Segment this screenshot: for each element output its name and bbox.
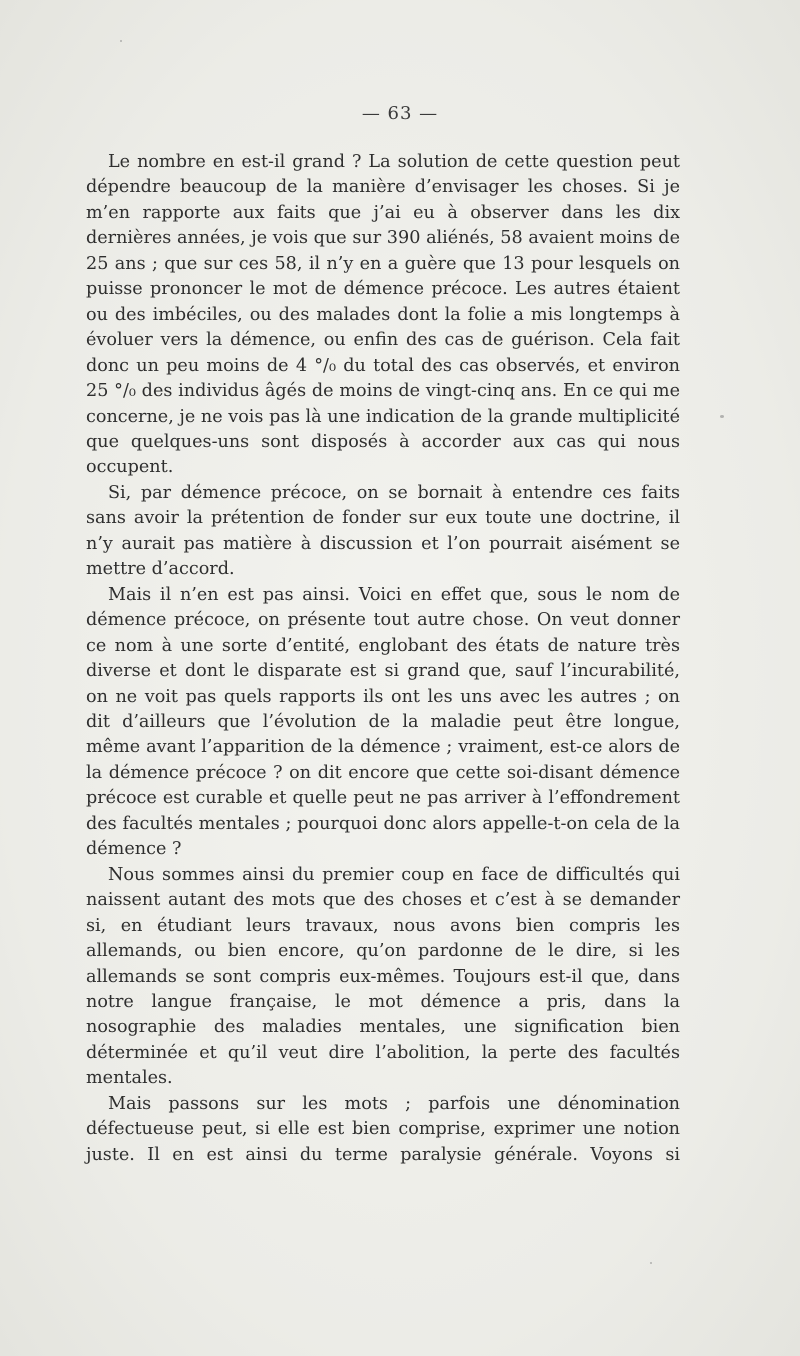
- page-number: — 63 —: [361, 103, 439, 124]
- paragraph-3: Mais il n’en est pas ainsi. Voici en effet que, sous le nom de démence précoce, on présente tout autre chose. On veut donner ce nom à une sorte d’entité, englobant des états de nature très diverse et dont le disparate est si grand que, sauf l’incurabilité, on ne voit pas quels rapports ils ont les uns avec les autres ; on dit d’ailleurs que l’évolution de la maladie peut être longue, même avant l’apparition de la démence ; vraiment, est-ce alors de la démence précoce ? on dit encore que cette soi-disant démence précoce est curable et quelle peut ne pas arriver à l’effondrement des facultés mentales ; pourquoi donc alors appelle-t-on cela de la démence ?: [86, 584, 680, 860]
- paragraph-1: Le nombre en est-il grand ? La solution de cette question peut dépendre beaucoup de la manière d’envisager les choses. Si je m’en rapporte aux faits que j’ai eu à observer dans les dix dernières années, je vois que sur 390 aliénés, 58 avaient moins de 25 ans ; que sur ces 58, il n’y en a guère que 13 pour lesquels on puisse prononcer le mot de démence précoce. Les autres étaient ou des imbéciles, ou des malades dont la folie a mis longtemps à évoluer vers la démence, ou enfin des cas de guérison. Cela fait donc un peu moins de 4 °/₀ du total des cas observés, et environ 25 °/₀ des individus âgés de moins de vingt-cinq ans. En ce qui me concerne, je ne vois pas là une indication de la grande multiplicité que quelques-uns sont disposés à accorder aux cas qui nous occupent.: [86, 152, 680, 478]
- body-text: [86, 150, 680, 1168]
- paragraph-2: Si, par démence précoce, on se bornait à entendre ces faits sans avoir la prétention de fonder sur eux toute une doctrine, il n’y aurait pas matière à discussion et l’on pourrait aisément se mettre d’accord.: [86, 482, 680, 580]
- paper-speck: [650, 1262, 652, 1264]
- paper-speck: [120, 40, 122, 42]
- paper-speck: [720, 415, 724, 418]
- paragraph-4: Nous sommes ainsi du premier coup en face de difficultés qui naissent autant des mots que des choses et c’est à se demander si, en étudiant leurs travaux, nous avons bien compris les allemands, ou bien encore, qu’on pardonne de le dire, si les allemands se sont compris eux-mêmes. Toujours est-il que, dans notre langue française, le mot démence a pris, dans la nosographie des maladies mentales, une signification bien déterminée et qu’il veut dire l’abolition, la perte des facultés mentales.: [86, 864, 680, 1089]
- paragraph-5: Mais passons sur les mots ; parfois une dénomination défectueuse peut, si elle est bien comprise, exprimer une notion juste. Il en est ainsi du terme paralysie générale. Voyons si: [86, 1093, 680, 1165]
